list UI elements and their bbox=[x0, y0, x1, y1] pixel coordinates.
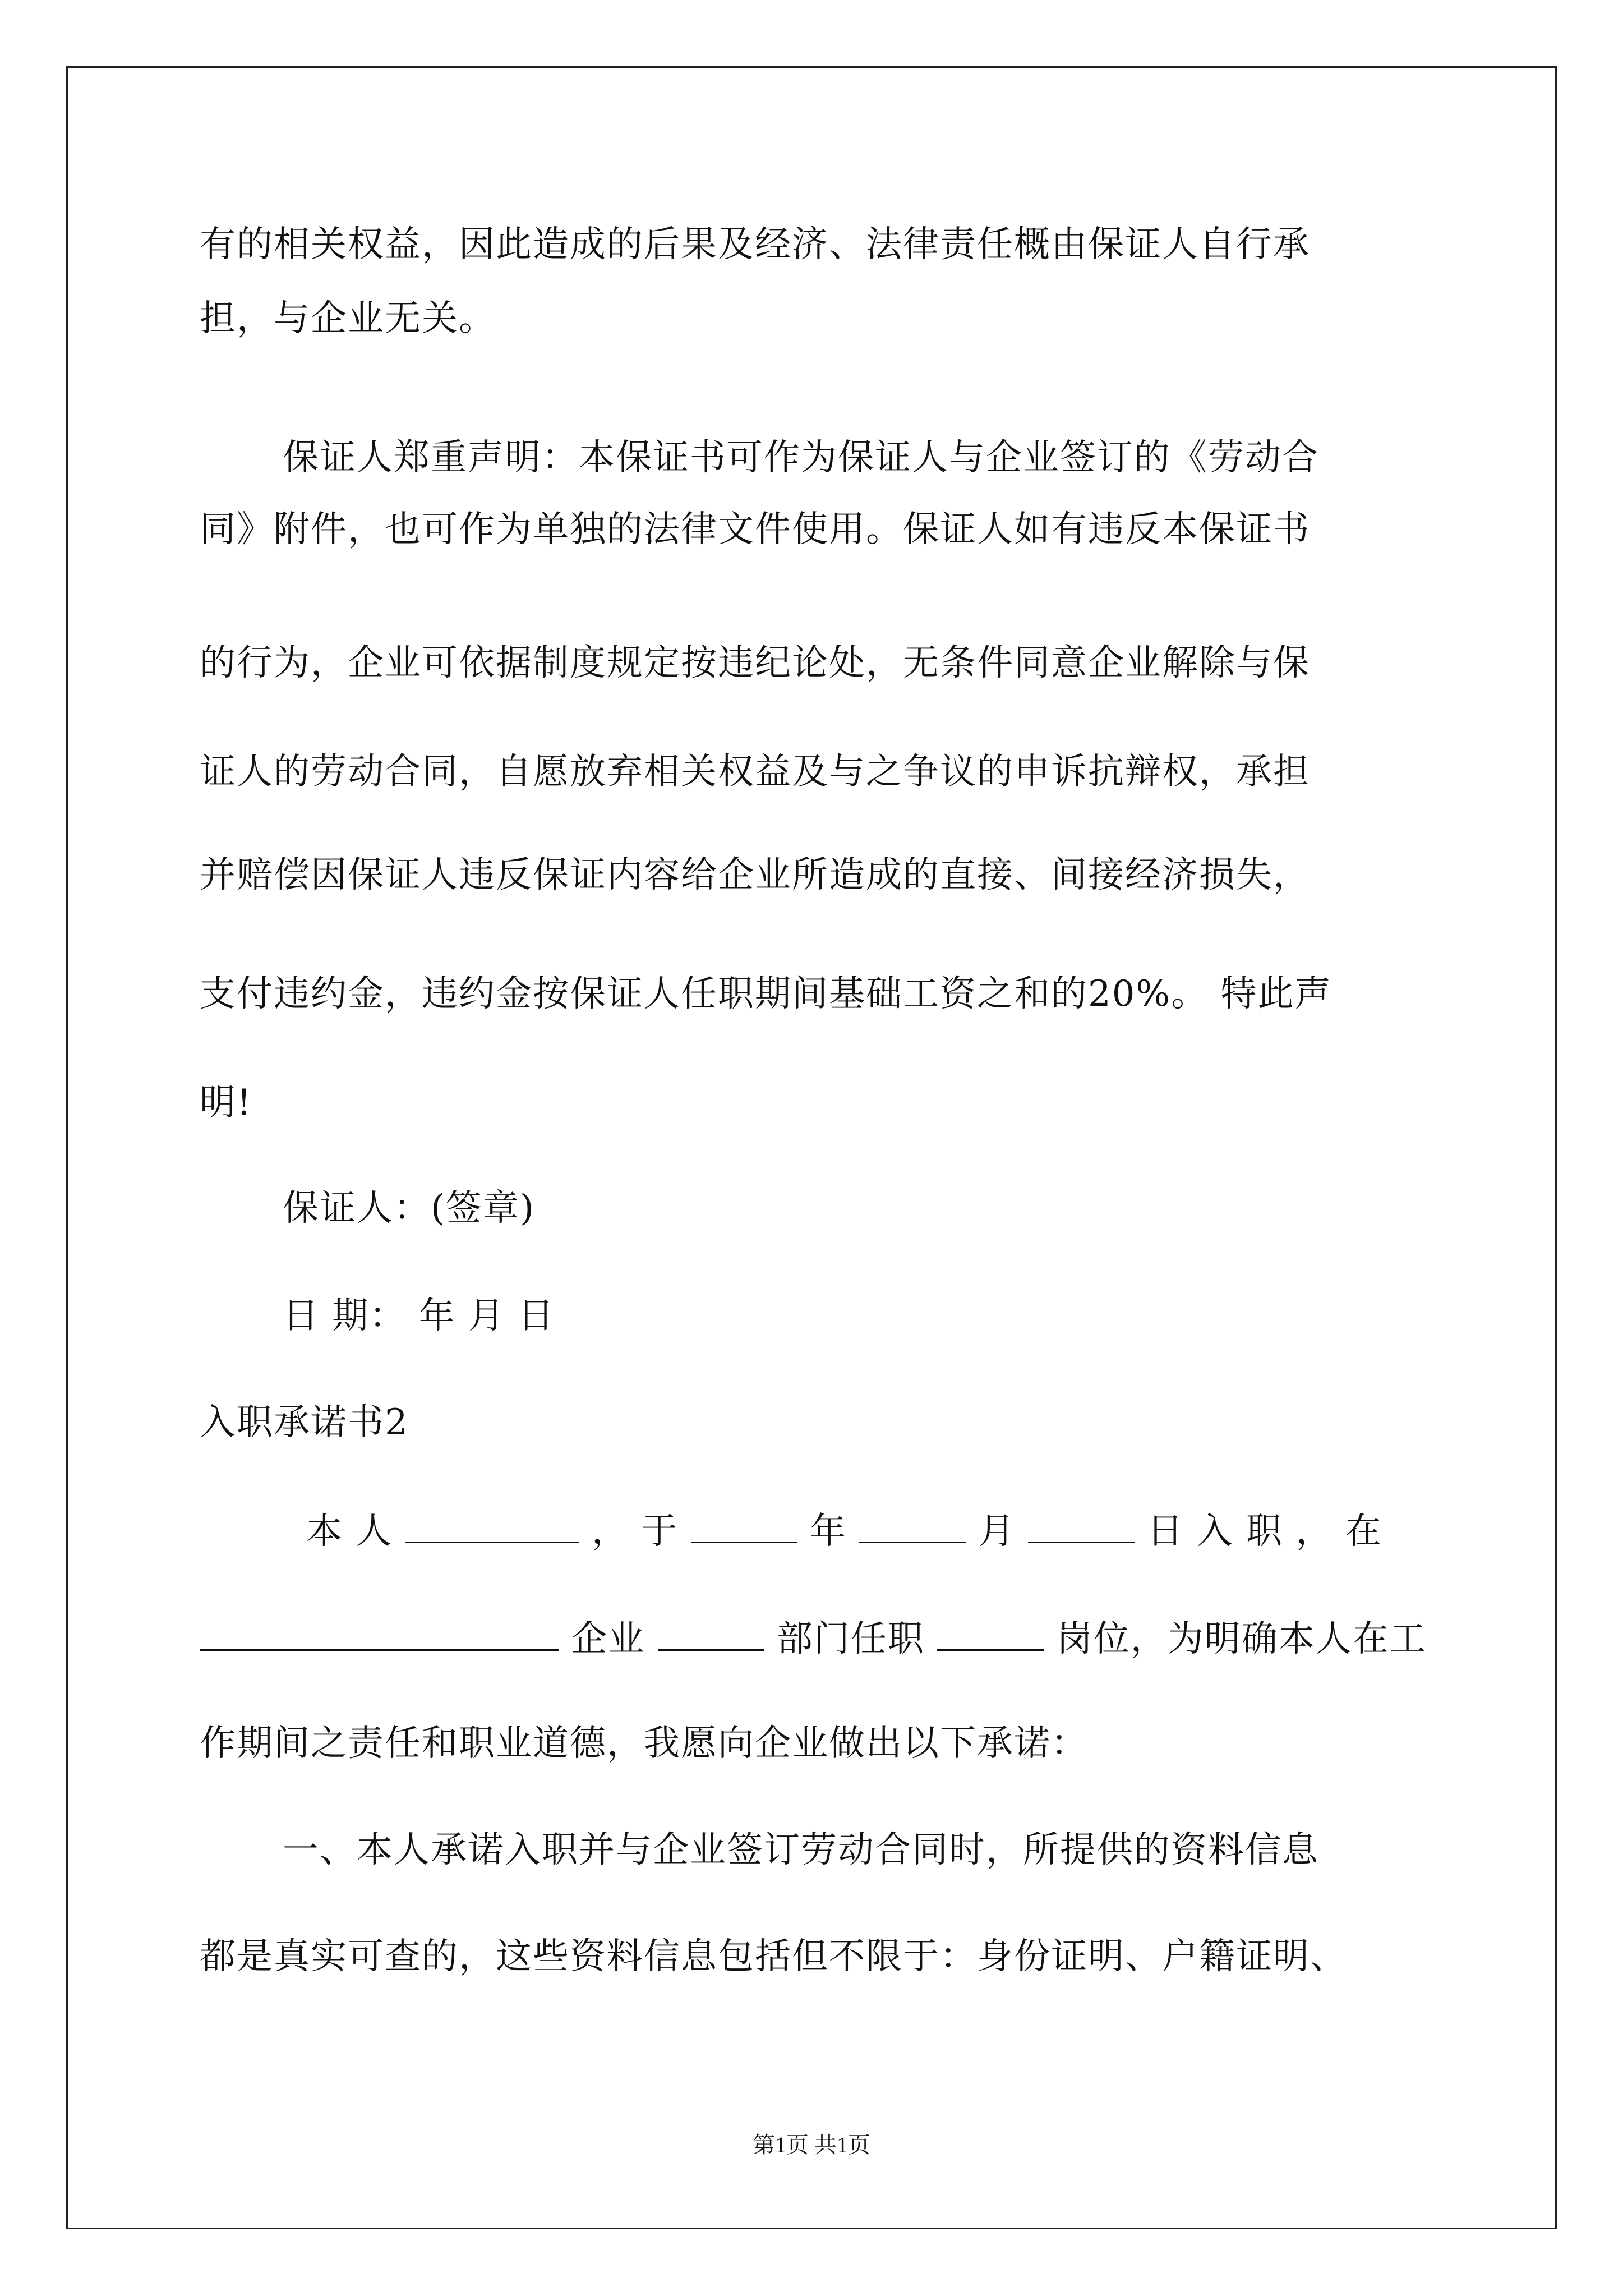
text-line-9: 明! bbox=[200, 1082, 252, 1124]
form-text-self: 本 人 bbox=[306, 1511, 393, 1552]
text-line-5: 的行为，企业可依据制度规定按违纪论处，无条件同意企业解除与保 bbox=[200, 642, 1310, 684]
form-text-department: 部门任职 bbox=[777, 1618, 925, 1660]
text-line-4: 同》附件，也可作为单独的法律文件使用。保证人如有违反本保证书 bbox=[200, 509, 1310, 550]
guarantor-signature-line: 保证人：(签章) bbox=[283, 1188, 535, 1229]
department-blank bbox=[658, 1618, 764, 1651]
text-line-1: 有的相关权益，因此造成的后果及经济、法律责任概由保证人自行承 bbox=[200, 224, 1310, 265]
form-text-at: ， 于 bbox=[592, 1511, 679, 1552]
month-blank bbox=[859, 1510, 966, 1543]
company-blank bbox=[200, 1618, 559, 1651]
text-line-6: 证人的劳动合同，自愿放弃相关权益及与之争议的申诉抗辩权，承担 bbox=[200, 751, 1310, 793]
name-blank bbox=[405, 1510, 579, 1543]
page-border bbox=[66, 66, 1557, 2229]
form-text-year: 年 bbox=[810, 1511, 847, 1552]
text-line-17: 都是真实可查的，这些资料信息包括但不限于：身份证明、户籍证明、 bbox=[200, 1936, 1347, 1977]
form-text-position: 岗位，为明确本人在工 bbox=[1056, 1618, 1427, 1660]
form-text-day-join: 日 入 职 ， 在 bbox=[1147, 1511, 1382, 1552]
text-line-2: 担，与企业无关。 bbox=[200, 298, 496, 339]
position-blank bbox=[937, 1618, 1044, 1651]
text-line-16: 一、本人承诺入职并与企业签订劳动合同时，所提供的资料信息 bbox=[283, 1829, 1319, 1871]
form-text-month: 月 bbox=[978, 1511, 1016, 1552]
form-line-2 bbox=[200, 1618, 1427, 1659]
text-line-15: 作期间之责任和职业道德，我愿向企业做出以下承诺： bbox=[200, 1723, 1088, 1764]
form-line-1 bbox=[306, 1510, 1382, 1552]
page-footer: 第1页 共1页 bbox=[753, 2132, 870, 2157]
section-heading: 入职承诺书2 bbox=[200, 1402, 409, 1443]
text-line-8: 支付违约金，违约金按保证人任职期间基础工资之和的20%。 特此声 bbox=[200, 973, 1332, 1015]
year-blank bbox=[691, 1510, 797, 1543]
date-line: 日 期： 年 月 日 bbox=[283, 1295, 555, 1337]
form-text-company: 企业 bbox=[571, 1618, 645, 1660]
day-blank bbox=[1028, 1510, 1135, 1543]
text-line-7: 并赔偿因保证人违反保证内容给企业所造成的直接、间接经济损失， bbox=[200, 854, 1310, 896]
text-line-3: 保证人郑重声明：本保证书可作为保证人与企业签订的《劳动合 bbox=[283, 437, 1319, 478]
